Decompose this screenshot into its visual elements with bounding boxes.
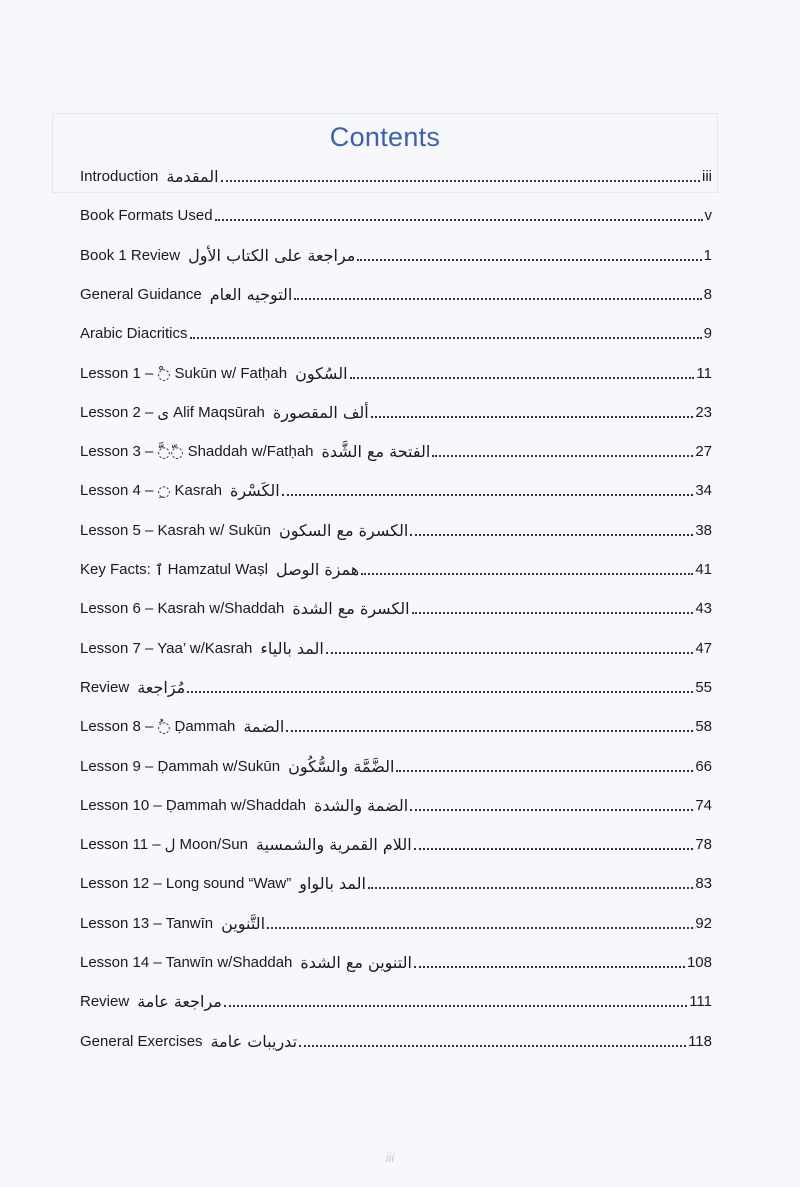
- toc-entry-subtitle: Sukūn w/ Fatḥah: [174, 364, 288, 382]
- toc-entry-title: Lesson 10 – Ḍammah w/Shaddah: [80, 796, 306, 814]
- dot-leader: [187, 691, 693, 693]
- toc-entry[interactable]: [80, 1023, 712, 1051]
- toc-entry-arabic: الفتحة مع الشَّدة: [321, 442, 431, 462]
- toc-entry-label: [80, 1033, 297, 1051]
- toc-page-number: 118: [688, 1032, 712, 1050]
- dot-leader: [215, 219, 703, 221]
- dot-leader: [350, 377, 695, 379]
- diacritic-glyph: ◌َّ◌ّ: [157, 443, 184, 462]
- toc-entry-title: Lesson 9 – Ḍammah w/Sukūn: [80, 757, 281, 775]
- toc-entry[interactable]: [80, 983, 712, 1011]
- toc-entry-label: [80, 168, 219, 186]
- toc-entry-title: Arabic Diacritics: [80, 325, 188, 343]
- dot-leader: [294, 298, 701, 300]
- toc-entry-arabic: الضمة والشدة: [313, 795, 409, 815]
- diacritic-glyph: ◌ِ: [157, 482, 171, 501]
- toc-page-number: 8: [703, 285, 712, 303]
- toc-entry-title: Key Facts:: [80, 561, 151, 578]
- toc-page-number: iii: [702, 168, 712, 185]
- toc-entry[interactable]: [80, 590, 712, 618]
- dot-leader: [190, 337, 702, 339]
- toc-entry-arabic: الضمة: [243, 717, 285, 737]
- page-folio: iii: [385, 1150, 395, 1165]
- toc-entry[interactable]: [80, 276, 712, 304]
- dot-leader: [368, 887, 693, 889]
- diacritic-glyph: ◌ْ: [157, 364, 171, 383]
- toc-entry-title: Lesson 12 – Long sound “Waw”: [80, 875, 292, 893]
- toc-page-number: 78: [695, 836, 712, 854]
- toc-entry[interactable]: [80, 472, 712, 500]
- toc-entry-label: [80, 247, 355, 265]
- toc-entry[interactable]: [80, 905, 712, 933]
- toc-entry[interactable]: [80, 237, 712, 265]
- dot-leader: [432, 455, 693, 457]
- dot-leader: [410, 809, 693, 811]
- toc-entry-arabic: التوجيه العام: [209, 284, 293, 304]
- toc-page-number: 34: [695, 482, 712, 500]
- toc-entry-arabic: التَّنوين: [221, 913, 266, 933]
- toc-entry-label: [80, 640, 324, 658]
- toc-entry-title: Lesson 6 – Kasrah w/Shaddah: [80, 600, 285, 618]
- dot-leader: [224, 1005, 687, 1007]
- toc-entry-arabic: الكَسْرة: [230, 481, 280, 501]
- toc-entry-label: [80, 758, 394, 776]
- toc-entry[interactable]: [80, 787, 712, 815]
- toc-entry[interactable]: [80, 315, 712, 343]
- toc-entry-title: Lesson 14 – Tanwīn w/Shaddah: [80, 954, 293, 971]
- dot-leader: [412, 612, 694, 614]
- toc-entry[interactable]: [80, 944, 712, 972]
- toc-entry-title: Lesson 1 –: [80, 364, 154, 382]
- toc-entry[interactable]: [80, 512, 712, 540]
- toc-entry-title: Lesson 13 – Tanwīn: [80, 914, 214, 932]
- toc-entry-label: [80, 207, 213, 225]
- dot-leader: [326, 652, 693, 654]
- toc-entry-arabic: التنوين مع الشدة: [300, 953, 412, 972]
- toc-entry-label: [80, 718, 284, 736]
- toc-entry-title: Lesson 5 – Kasrah w/ Sukūn: [80, 521, 271, 539]
- dot-leader: [410, 534, 693, 536]
- toc-entry-arabic: اللام القمرية والشمسية: [255, 835, 412, 855]
- toc-entry-title: General Guidance: [80, 285, 202, 303]
- dot-leader: [267, 927, 693, 929]
- toc-entry-label: [80, 404, 369, 422]
- toc-entry-label: [80, 797, 408, 815]
- toc-entry-arabic: الكسرة مع السكون: [278, 520, 409, 540]
- page-title: Contents: [329, 122, 441, 152]
- toc-entry-label: [80, 561, 359, 579]
- toc-entry-arabic: تدريبات عامة: [210, 1031, 298, 1051]
- toc-entry-title: Review: [80, 993, 130, 1011]
- toc-page-number: 111: [689, 993, 712, 1011]
- toc-entry-title: Introduction: [80, 168, 159, 185]
- toc-page-number: v: [704, 207, 712, 225]
- dot-leader: [282, 494, 694, 496]
- toc-page-number: 1: [703, 246, 712, 264]
- dot-leader: [221, 180, 700, 182]
- dot-leader: [414, 966, 685, 968]
- toc-entry-title: Lesson 3 –: [80, 443, 154, 461]
- diacritic-glyph: ◌ُ: [157, 718, 171, 737]
- diacritic-glyph: ل: [164, 836, 176, 855]
- toc-entry-title: Book 1 Review: [80, 246, 181, 264]
- toc-entry[interactable]: [80, 708, 712, 736]
- toc-page-number: 108: [686, 954, 712, 971]
- toc-entry-label: [80, 915, 265, 933]
- toc-page-number: 92: [695, 914, 712, 932]
- toc-entry[interactable]: [80, 826, 712, 854]
- toc-entry-arabic: الضَّمَّة والسُّكُون: [288, 756, 395, 776]
- toc-page-number: 55: [695, 678, 712, 696]
- toc-entry[interactable]: [80, 197, 712, 225]
- toc-page-number: 58: [695, 718, 712, 736]
- toc-entry-arabic: المقدمة: [166, 167, 219, 186]
- dot-leader: [361, 573, 693, 575]
- toc-entry-arabic: السُكون: [295, 363, 348, 383]
- toc-entry[interactable]: [80, 355, 712, 383]
- toc-entry-label: [80, 325, 188, 343]
- dot-leader: [286, 730, 693, 732]
- toc-entry-arabic: همزة الوصل: [275, 560, 360, 579]
- toc-entry-label: [80, 993, 222, 1011]
- toc-page-number: 83: [695, 875, 712, 893]
- toc-page-number: 43: [695, 600, 712, 618]
- toc-page-number: 38: [695, 521, 712, 539]
- toc-entry[interactable]: [80, 865, 712, 893]
- toc-entry-label: [80, 836, 412, 854]
- toc-page-number: 41: [695, 561, 712, 578]
- toc-page-number: 47: [695, 639, 712, 657]
- toc-entry-subtitle: Shaddah w/Fatḥah: [187, 443, 314, 461]
- toc-entry-subtitle: Ḍammah: [174, 718, 236, 736]
- toc-page-number: 66: [695, 757, 712, 775]
- toc-entry-arabic: المد بالياء: [260, 638, 324, 658]
- dot-leader: [396, 770, 693, 772]
- toc-entry-label: [80, 875, 366, 893]
- toc-entry-arabic: الكسرة مع الشدة: [292, 599, 410, 619]
- toc-entry-title: General Exercises: [80, 1032, 203, 1050]
- dot-leader: [414, 848, 694, 850]
- toc-entry-label: [80, 286, 292, 304]
- dot-leader: [299, 1045, 686, 1047]
- toc-entry-subtitle: Alif Maqsūrah: [173, 403, 265, 421]
- toc-entry-title: Lesson 11 –: [80, 836, 161, 854]
- diacritic-glyph: ى: [157, 403, 170, 422]
- toc-entry-label: [80, 365, 348, 383]
- toc-entry-label: [80, 679, 185, 697]
- toc-entry-subtitle: Kasrah: [174, 482, 223, 500]
- toc-entry[interactable]: [80, 158, 712, 186]
- toc-page-number: 74: [695, 796, 712, 814]
- dot-leader: [371, 416, 694, 418]
- toc-entry-label: [80, 954, 412, 972]
- toc-entry-title: Book Formats Used: [80, 207, 213, 225]
- toc-entry-arabic: المد بالواو: [299, 874, 366, 894]
- toc-entry-label: [80, 443, 430, 461]
- toc-entry-label: [80, 482, 280, 500]
- toc-entry[interactable]: [80, 630, 712, 658]
- toc-entry-label: [80, 600, 410, 618]
- toc-entry-subtitle: Hamzatul Waṣl: [167, 561, 268, 578]
- toc-entry-label: [80, 522, 408, 540]
- toc-page-number: 23: [695, 403, 712, 421]
- toc-entry[interactable]: [80, 551, 712, 579]
- toc-entry-title: Lesson 4 –: [80, 482, 154, 500]
- toc-entry[interactable]: [80, 433, 712, 461]
- toc-page-number: 11: [696, 364, 712, 382]
- toc-entry-title: Lesson 7 – Yaa’ w/Kasrah: [80, 639, 253, 657]
- toc-entry-title: Review: [80, 678, 130, 696]
- dot-leader: [357, 259, 701, 261]
- toc-entry-arabic: مراجعة على الكتاب الأول: [188, 245, 356, 265]
- toc-entry-subtitle: Moon/Sun: [179, 836, 248, 854]
- toc-entry[interactable]: [80, 748, 712, 776]
- toc-entry[interactable]: [80, 669, 712, 697]
- diacritic-glyph: ٱ: [154, 561, 164, 579]
- toc-entry-title: Lesson 8 –: [80, 718, 154, 736]
- toc-entry-arabic: ألف المقصورة: [272, 402, 369, 422]
- toc-entry-arabic: مُرَاجعة: [137, 677, 186, 697]
- toc-entry[interactable]: [80, 394, 712, 422]
- toc-page-number: 9: [703, 325, 712, 343]
- toc-entry-arabic: مراجعة عامة: [137, 992, 222, 1012]
- toc-page-number: 27: [695, 443, 712, 461]
- toc-entry-title: Lesson 2 –: [80, 403, 154, 421]
